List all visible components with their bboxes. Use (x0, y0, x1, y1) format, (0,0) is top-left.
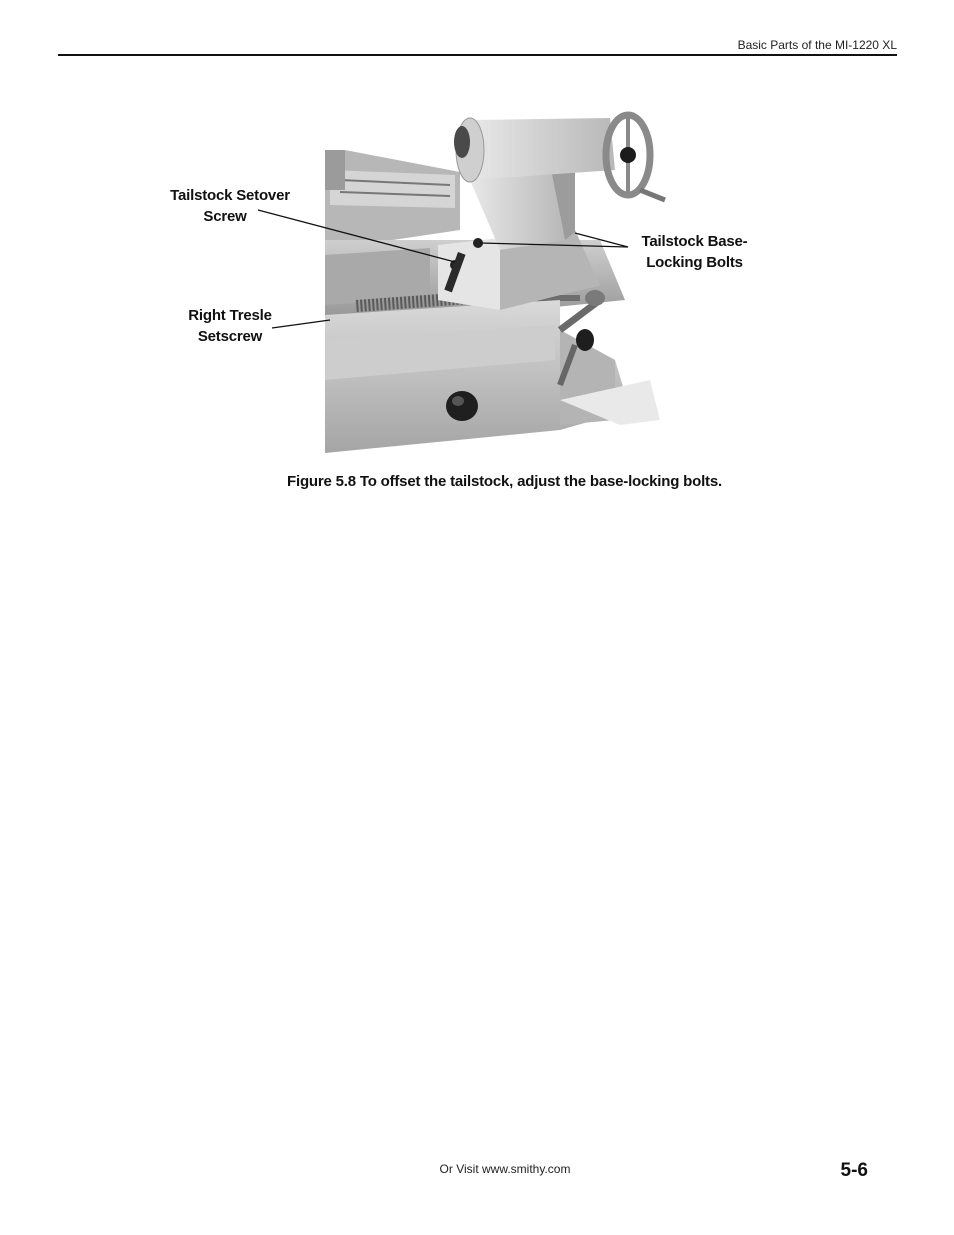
label-tailstock-setover-screw (150, 185, 310, 227)
label-setover-line2: Screw (203, 208, 247, 225)
lathe-illustration (325, 115, 665, 453)
page-header-title: Basic Parts of the MI-1220 XL (737, 38, 897, 52)
tailstock-photo (0, 0, 954, 520)
label-base-line2: Locking Bolts (646, 254, 743, 271)
label-base-line1: Tailstock Base- (641, 233, 748, 250)
label-right-tresle-setscrew (170, 305, 290, 347)
page-number: 5-6 (840, 1160, 868, 1181)
label-tailstock-base-locking-bolts (622, 231, 767, 273)
label-tresle-line2: Setscrew (197, 328, 263, 345)
figure-caption: Figure 5.8 To offset the tailstock, adjust the base-locking bolts. (287, 473, 722, 490)
footer-website: Or Visit www.smithy.com (439, 1162, 571, 1176)
label-setover-line1: Tailstock Setover (170, 187, 290, 204)
label-tresle-line1: Right Tresle (188, 307, 272, 324)
